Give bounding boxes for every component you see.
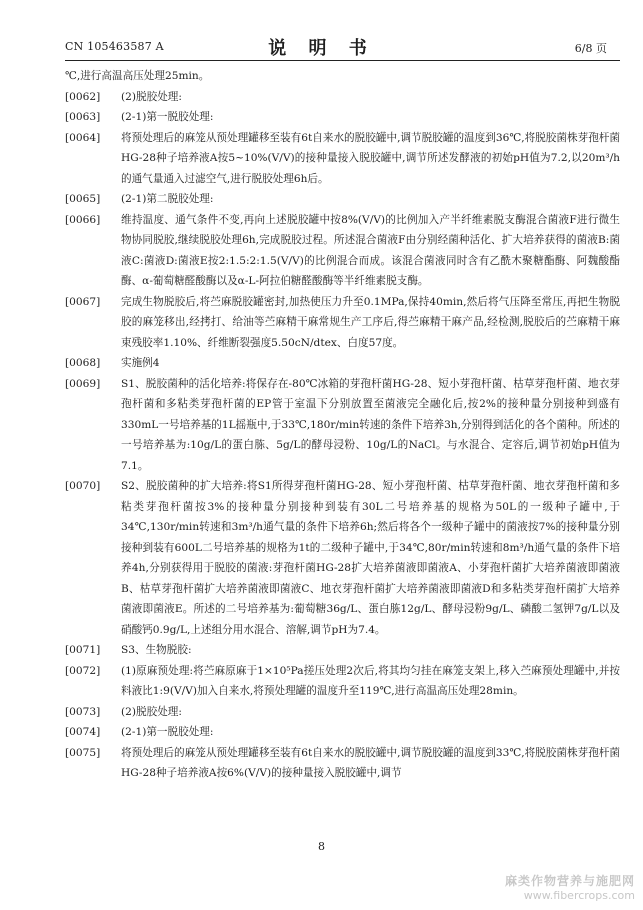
paragraph-text: 将预处理后的麻笼从预处理罐移至装有6t自来水的脱胶罐中,调节脱胶罐的温度到33℃,将脱胶菌株芽孢杆菌HG-28种子培养液A按6%(V/V)的接种量接入脱胶罐中,调节 (121, 746, 620, 779)
paragraph-tag: [0065] (65, 193, 101, 205)
paragraph-tag: [0073] (65, 705, 101, 718)
paragraph (65, 702, 620, 723)
paragraph (65, 743, 620, 784)
paragraph-text: (2-1)第二脱胶处理: (121, 193, 214, 205)
paragraph-text: (2-1)第一脱胶处理: (121, 726, 214, 738)
page-indicator: 6/8 页 (574, 42, 607, 55)
paragraph (65, 353, 620, 374)
paragraph-text: (2)脱胶处理: (121, 90, 182, 103)
paragraph-tag: [0074] (65, 726, 101, 738)
paragraph-tag: [0069] (65, 377, 101, 390)
paragraph-text: ℃,进行高温高压处理25min。 (65, 70, 210, 82)
paragraph-tag: [0064] (65, 131, 101, 144)
paragraph (65, 189, 620, 210)
paragraph-tag: [0068] (65, 357, 101, 369)
paragraph (65, 292, 620, 354)
paragraph (65, 107, 620, 128)
page-header (0, 0, 643, 64)
paragraph (65, 661, 620, 702)
watermark-url: www.fibercrops.com (523, 889, 635, 902)
paragraph (65, 66, 620, 87)
paragraph-text: S1、脱胶菌种的活化培养:将保存在-80℃冰箱的芽孢杆菌HG-28、短小芽孢杆菌、枯草芽孢杆菌、地衣芽孢杆菌和多粘类芽孢杆菌的EP管于室温下分别放置至菌液完全融化后,按2%的接种量分别接种到盛有330mL一号培养基的1L摇瓶中,于33℃,180r/min转速的条件下培养3h,分别得到活化的各个菌种。所述的一号培养基为:10g/L的蛋白胨、5g/L的酵母浸粉、10g/L的NaCl。与水混合、定容后,调节初始pH值为7.1。 (121, 377, 620, 472)
paragraph-text: S2、脱胶菌种的扩大培养:将S1所得芽孢杆菌HG-28、短小芽孢杆菌、枯草芽孢杆菌、地衣芽孢杆菌和多粘类芽孢杆菌按3%的接种量分别接种到装有30L二号培养基的规格为50L的一级种子罐中,于34℃,130r/min转速和3m³/h通气量的条件下培养6h;然后将各个一级种子罐中的菌液按7%的接种量分别接种到装有600L二号培养基的规格为1t的二级种子罐中,于34℃,80r/min转速和8m³/h通气量的条件下培养4h,分别获得用于脱胶的菌液:芽孢杆菌HG-28扩大培养菌液即菌液A、小芽孢杆菌扩大培养菌液即菌液B、枯草芽孢杆菌扩大培养菌液即菌液C、地衣芽孢杆菌扩大培养菌液即菌液D和多粘类芽孢杆菌扩大培养菌液即菌液E。所述的二号培养基为:葡萄糖36g/L、蛋白胨12g/L、酵母浸粉9g/L、磷酸二氢钾7g/L以及硝酸钙0.9g/L,上述组分用水混合、溶解,调节pH为7.4。 (121, 480, 620, 636)
paragraph (65, 640, 620, 661)
paragraph-text: (2)脱胶处理: (121, 705, 182, 718)
page-number: 8 (318, 840, 325, 853)
watermark (505, 872, 635, 902)
paragraph-text: 将预处理后的麻笼从预处理罐移至装有6t自来水的脱胶罐中,调节脱胶罐的温度到36℃,将脱胶菌株芽孢杆菌HG-28种子培养液A按5~10%(V/V)的接种量接入脱胶罐中,调节所述发酵液的初始pH值为7.2,以20m³/h的通气量通入过滤空气,进行脱胶处理6h后。 (121, 131, 620, 185)
document-title: 说 明 书 (268, 38, 375, 59)
paragraph-text: (1)原麻预处理:将苎麻原麻于1×10⁵Pa搓压处理2次后,将其均匀挂在麻笼支架上,移入苎麻预处理罐中,并按料液比1:9(V/V)加入自来水,将预处理罐的温度升至119℃,进行高温高压处理28min。 (121, 664, 620, 697)
paragraph-text: 维持温度、通气条件不变,再向上述脱胶罐中按8%(V/V)的比例加入产半纤维素脱支酶混合菌液F进行微生物协同脱胶,继续脱胶处理6h,完成脱胶过程。所述混合菌液F由分别经菌种活化、扩大培养获得的菌液B:菌液C:菌液D:菌液E按2:1.5:2:1.5(V/V)的比例混合而成。该混合菌液同时含有乙酰木聚糖酯酶、阿魏酸酯酶、α-葡萄糖醛酸酶以及α-L-阿拉伯糖醛酸酶等半纤维素脱支酶。 (121, 213, 620, 287)
paragraph (65, 476, 620, 640)
paragraph-text: S3、生物脱胶: (121, 644, 192, 656)
paragraph-text: (2-1)第一脱胶处理: (121, 111, 214, 123)
paragraph-tag: [0071] (65, 644, 101, 656)
paragraph-tag: [0063] (65, 111, 101, 123)
paragraph-text: 实施例4 (121, 357, 160, 369)
paragraph-text: 完成生物脱胶后,将苎麻脱胶罐密封,加热使压力升至0.1MPa,保持40min,然后将气压降至常压,再把生物脱胶的麻笼移出,经拷打、给油等苎麻精干麻常规生产工序后,得苎麻精干麻产品,经检测,脱胶后的苎麻精干麻束残胶率1.10%、纤维断裂强度5.50cN/dtex、白度57度。 (121, 295, 620, 349)
paragraph-tag: [0062] (65, 90, 101, 103)
paragraph-tag: [0067] (65, 295, 101, 308)
paragraph-tag: [0070] (65, 480, 101, 492)
header-rule (65, 60, 620, 61)
document-body (65, 66, 620, 784)
publication-number: CN 105463587 A (65, 40, 164, 53)
paragraph-tag: [0072] (65, 664, 101, 677)
paragraph-tag: [0066] (65, 213, 101, 226)
paragraph-tag: [0075] (65, 746, 101, 759)
paragraph (65, 128, 620, 190)
paragraph (65, 87, 620, 108)
paragraph (65, 722, 620, 743)
paragraph (65, 210, 620, 292)
watermark-site-name: 麻类作物营养与施肥网 (504, 874, 635, 888)
paragraph (65, 374, 620, 477)
